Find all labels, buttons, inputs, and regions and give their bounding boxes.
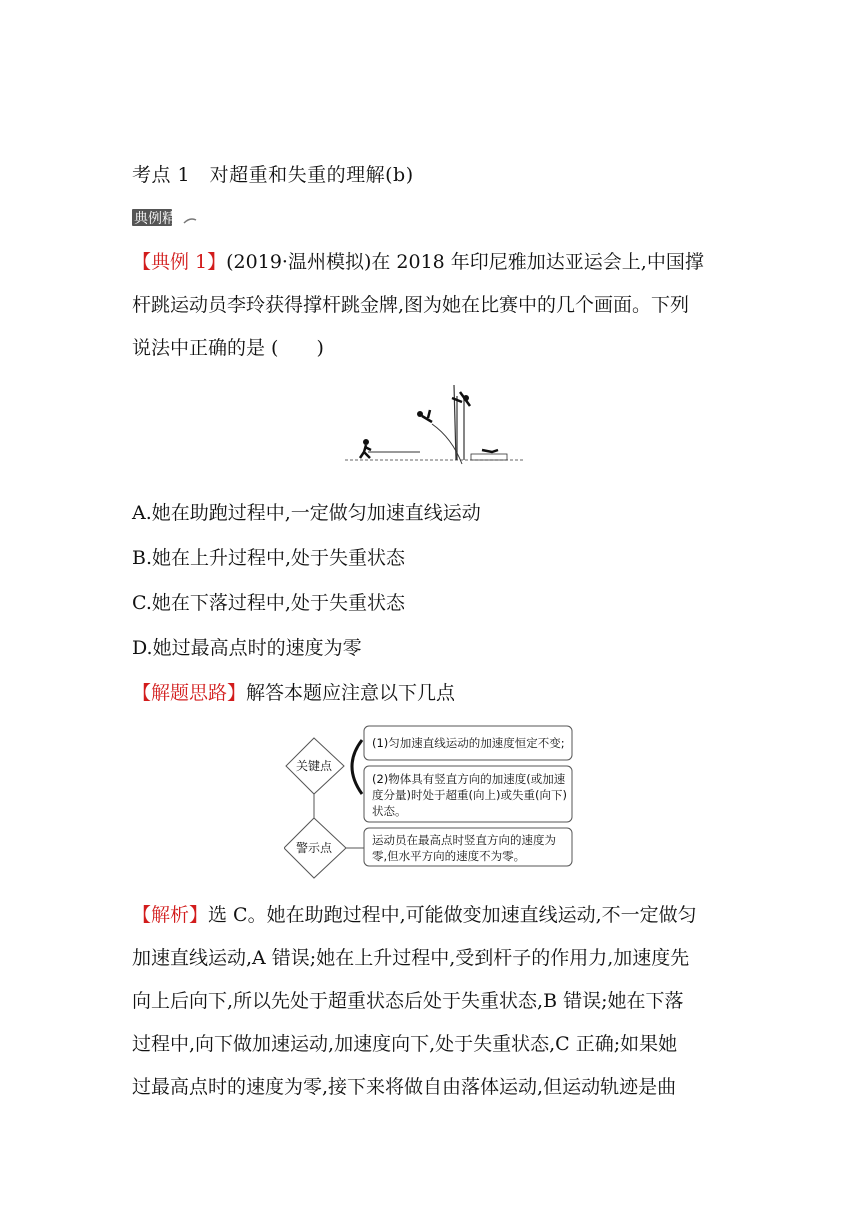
example-tag: 【典例 1】 bbox=[132, 251, 227, 273]
analysis-line-2: 加速直线运动,A 错误;她在上升过程中,受到杆子的作用力,加速度先 bbox=[132, 947, 690, 969]
key-point-label: 关键点 bbox=[296, 759, 333, 773]
key-point-1: (1)匀加速直线运动的加速度恒定不变; bbox=[372, 736, 565, 750]
analysis-line-5: 过最高点时的速度为零,接下来将做自由落体运动,但运动轨迹是曲 bbox=[132, 1076, 677, 1098]
analysis-line-3: 向上后向下,所以先处于超重状态后处于失重状态,B 错误;她在下落 bbox=[132, 990, 684, 1012]
analysis-paragraph bbox=[132, 894, 732, 1109]
key-points-diagram bbox=[284, 722, 579, 882]
example-badge-icon bbox=[132, 207, 194, 229]
pole-vault-figure bbox=[340, 380, 530, 472]
badge-text: 典例精研 bbox=[134, 211, 190, 227]
analysis-line-1: 【解析】选 C。她在助跑过程中,可能做变加速直线运动,不一定做匀 bbox=[132, 904, 697, 926]
warning-point-text: 运动员在最高点时竖直方向的速度为 零,但水平方向的速度不为零。 bbox=[372, 833, 556, 863]
example-line-1: 【典例 1】(2019·温州模拟)在 2018 年印尼雅加达亚运会上,中国撑 bbox=[132, 251, 704, 273]
section-title: 考点 1 对超重和失重的理解(b) bbox=[132, 164, 414, 186]
thinking-text: 解答本题应注意以下几点 bbox=[246, 682, 456, 704]
example-line-3: 说法中正确的是 ( ) bbox=[132, 337, 324, 359]
option-b: B.她在上升过程中,处于失重状态 bbox=[132, 547, 406, 569]
key-point-2: (2)物体具有竖直方向的加速度(或加速 度分量)时处于超重(向上)或失重(向下) 状态。 bbox=[372, 772, 567, 818]
thinking-tag: 【解题思路】 bbox=[132, 682, 247, 704]
option-a: A.她在助跑过程中,一定做匀加速直线运动 bbox=[132, 502, 481, 524]
option-d: D.她过最高点时的速度为零 bbox=[132, 637, 362, 659]
thinking-line bbox=[132, 678, 455, 705]
analysis-tag: 【解析】 bbox=[132, 904, 209, 926]
analysis-line-4: 过程中,向下做加速运动,加速度向下,处于失重状态,C 正确;如果她 bbox=[132, 1033, 678, 1055]
example-paragraph bbox=[132, 241, 732, 370]
example-line-2: 杆跳运动员李玲获得撑杆跳金牌,图为她在比赛中的几个画面。下列 bbox=[132, 294, 690, 316]
warning-point-label: 警示点 bbox=[296, 841, 333, 855]
option-c: C.她在下落过程中,处于失重状态 bbox=[132, 592, 405, 614]
